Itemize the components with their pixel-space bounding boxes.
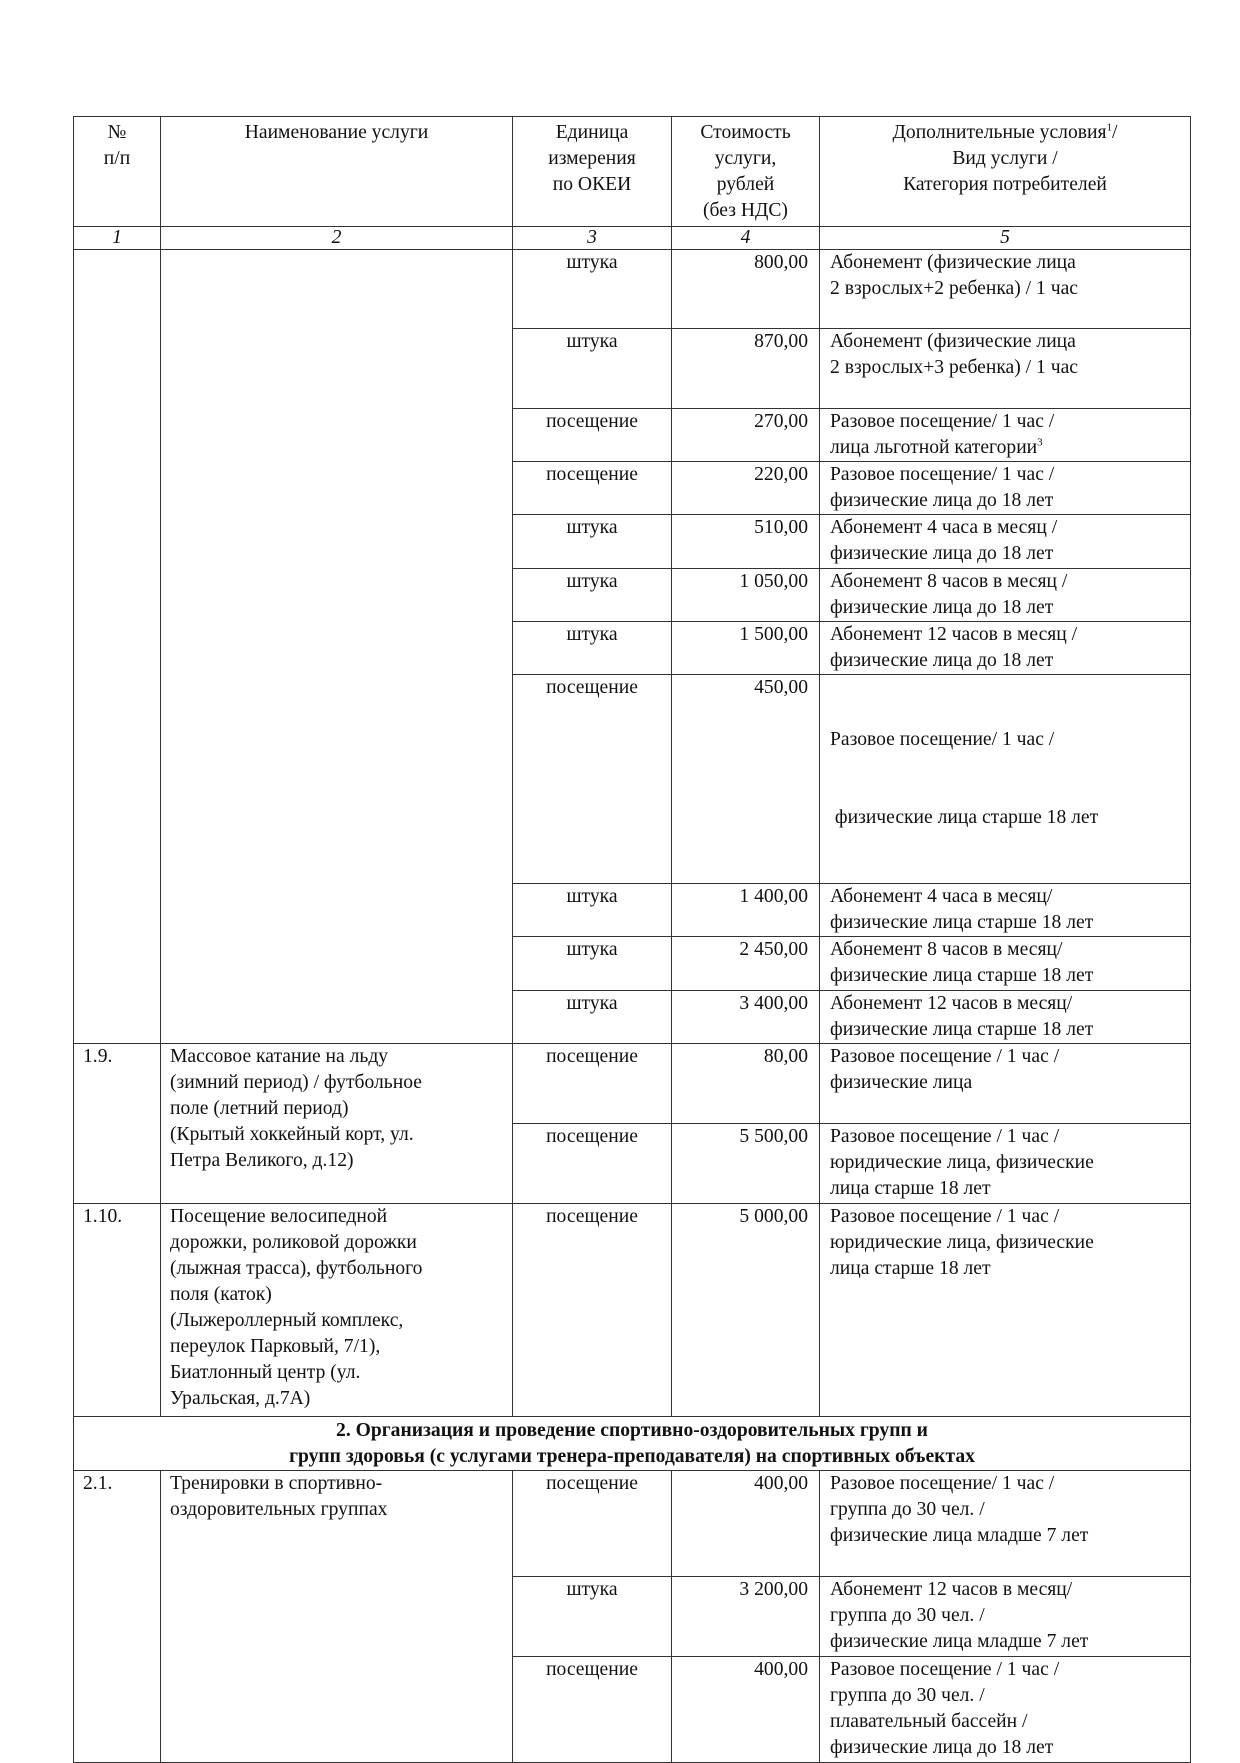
price-cell: 450,00	[672, 675, 820, 884]
unit-cell: посещение	[513, 1124, 672, 1204]
conditions-cell: Разовое посещение/ 1 час / физические лица до 18 лет	[820, 462, 1191, 515]
item-number: 2.1.	[74, 1471, 161, 1763]
header-price: Стоимость услуги, рублей (без НДС)	[672, 117, 820, 227]
table-header-row	[74, 117, 1191, 227]
service-name: Массовое катание на льду (зимний период) / футбольное поле (летний период) (Крытый хоккейный корт, ул. Петра Великого, д.12)	[161, 1044, 513, 1204]
unit-cell: штука	[513, 250, 672, 329]
footnote-mark: 1	[1106, 121, 1113, 134]
unit-cell: посещение	[513, 1657, 672, 1763]
unit-cell: посещение	[513, 462, 672, 515]
table-row	[74, 1204, 1191, 1417]
price-cell: 1 500,00	[672, 622, 820, 675]
conditions-cell: Разовое посещение / 1 час / юридические лица, физические лица старше 18 лет	[820, 1124, 1191, 1204]
item-number: 1.9.	[74, 1044, 161, 1204]
price-cell: 870,00	[672, 329, 820, 409]
item-number: 1.10.	[74, 1204, 161, 1417]
header-unit: Единица измерения по ОКЕИ	[513, 117, 672, 227]
column-number-row	[74, 227, 1191, 250]
unit-cell: посещение	[513, 1204, 672, 1417]
unit-cell: штука	[513, 329, 672, 409]
conditions-cell: Разовое посещение/ 1 час / лица льготной категории$^3$	[820, 409, 1191, 462]
unit-cell: штука	[513, 937, 672, 991]
unit-cell: штука	[513, 1577, 672, 1657]
conditions-cell: Разовое посещение/ 1 час / группа до 30 чел. / физические лица младше 7 лет	[820, 1471, 1191, 1577]
unit-cell: посещение	[513, 1471, 672, 1577]
section-heading: 2. Организация и проведение спортивно-оздоровительных групп и групп здоровья (с услугами тренера-преподавателя) на спортивных объектах	[74, 1417, 1191, 1471]
header-number: № п/п	[74, 117, 161, 227]
conditions-cell: Абонемент 12 часов в месяц / физические лица до 18 лет	[820, 622, 1191, 675]
conditions-cell: Абонемент 12 часов в месяц/ физические лица старше 18 лет	[820, 991, 1191, 1044]
header-conditions: Дополнительные условия$^1$/ Вид услуги / Категория потребителей	[820, 117, 1191, 227]
conditions-cell: Разовое посещение / 1 час / физические лица	[820, 1044, 1191, 1124]
conditions-cell: Разовое посещение / 1 час / группа до 30 чел. / плавательный бассейн / физические лица до 18 лет	[820, 1657, 1191, 1763]
column-number: 1	[74, 227, 161, 250]
conditions-cell: Абонемент (физические лица 2 взрослых+2 ребенка) / 1 час	[820, 250, 1191, 329]
price-cell: 2 450,00	[672, 937, 820, 991]
price-cell: 220,00	[672, 462, 820, 515]
section-heading-row	[74, 1417, 1191, 1471]
price-cell: 400,00	[672, 1657, 820, 1763]
unit-cell: посещение	[513, 1044, 672, 1124]
price-cell: 1 400,00	[672, 884, 820, 937]
conditions-cell: Абонемент 8 часов в месяц/ физические лица старше 18 лет	[820, 937, 1191, 991]
table-row	[74, 1471, 1191, 1577]
column-number: 4	[672, 227, 820, 250]
service-name: Посещение велосипедной дорожки, роликовой дорожки (лыжная трасса), футбольного поля (каток) (Лыжероллерный комплекс, переулок Парковый, 7/1), Биатлонный центр (ул. Уральская, д.7А)	[161, 1204, 513, 1417]
unit-cell: посещение	[513, 675, 672, 884]
table-row	[74, 250, 1191, 329]
column-number: 5	[820, 227, 1191, 250]
price-cell: 800,00	[672, 250, 820, 329]
price-cell: 3 200,00	[672, 1577, 820, 1657]
number-cell-empty	[74, 250, 161, 1044]
unit-cell: штука	[513, 569, 672, 622]
name-cell-empty	[161, 250, 513, 1044]
price-table	[73, 116, 1191, 1763]
price-cell: 1 050,00	[672, 569, 820, 622]
conditions-cell: Абонемент 12 часов в месяц/ группа до 30 чел. / физические лица младше 7 лет	[820, 1577, 1191, 1657]
unit-cell: штука	[513, 622, 672, 675]
header-service-name: Наименование услуги	[161, 117, 513, 227]
price-cell: 270,00	[672, 409, 820, 462]
conditions-cell: Абонемент 4 часа в месяц/ физические лица старше 18 лет	[820, 884, 1191, 937]
price-cell: 5 000,00	[672, 1204, 820, 1417]
service-name: Тренировки в спортивно- оздоровительных группах	[161, 1471, 513, 1763]
price-cell: 510,00	[672, 515, 820, 569]
price-cell: 400,00	[672, 1471, 820, 1577]
conditions-cell: Абонемент (физические лица 2 взрослых+3 ребенка) / 1 час	[820, 329, 1191, 409]
unit-cell: штука	[513, 884, 672, 937]
unit-cell: штука	[513, 991, 672, 1044]
column-number: 2	[161, 227, 513, 250]
unit-cell: посещение	[513, 409, 672, 462]
conditions-cell: Разовое посещение / 1 час / юридические лица, физические лица старше 18 лет	[820, 1204, 1191, 1417]
table-row	[74, 1044, 1191, 1124]
price-cell: 3 400,00	[672, 991, 820, 1044]
document-page	[73, 116, 1190, 1763]
unit-cell: штука	[513, 515, 672, 569]
conditions-cell: Абонемент 4 часа в месяц / физические лица до 18 лет	[820, 515, 1191, 569]
conditions-cell: Разовое посещение/ 1 час / физические лица старше 18 лет	[820, 675, 1191, 884]
price-cell: 80,00	[672, 1044, 820, 1124]
price-cell: 5 500,00	[672, 1124, 820, 1204]
conditions-cell: Абонемент 8 часов в месяц / физические лица до 18 лет	[820, 569, 1191, 622]
column-number: 3	[513, 227, 672, 250]
footnote-mark: 3	[1037, 436, 1043, 449]
